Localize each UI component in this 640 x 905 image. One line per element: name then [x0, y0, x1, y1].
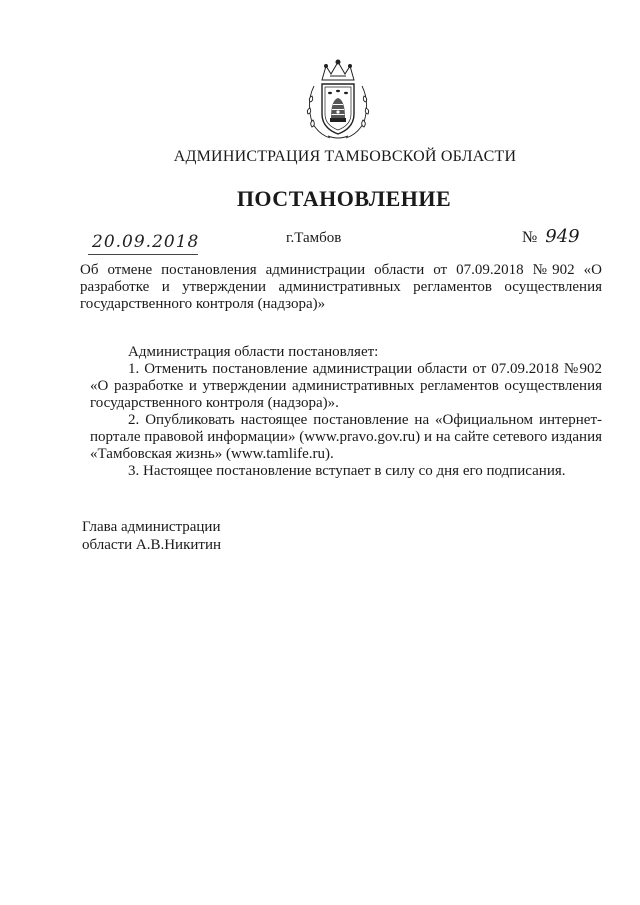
number-prefix: № — [522, 229, 538, 246]
document-type-heading: ПОСТАНОВЛЕНИЕ — [236, 186, 452, 211]
body-item-3: 3. Настоящее постановление вступает в силу со дня его подписания. — [128, 463, 566, 479]
document-number — [522, 226, 580, 247]
date-underline — [88, 254, 198, 255]
signature-block — [82, 518, 221, 554]
document-city: г.Тамбов — [286, 230, 342, 246]
body-intro: Администрация области постановляет: — [128, 344, 379, 360]
body-item-2: 2. Опубликовать настоящее постановление на «Официальном интернет-портале правовой информации» (www.pravo.gov.ru) и на сайте сетевого издания «Тамбовская жизнь» (www.tamlife.ru). — [90, 412, 602, 462]
signature-position: Глава администрации — [82, 519, 221, 535]
body-item-1: 1. Отменить постановление администрации области от 07.09.2018 №902 «О разработке и утверждении административных регламентов осуществления государственного контроля (надзора)». — [90, 361, 602, 411]
organization-title: АДМИНИСТРАЦИЯ ТАМБОВСКОЙ ОБЛАСТИ — [173, 148, 517, 165]
document-date: 20.09.2018 — [92, 232, 200, 252]
signature-name: области А.В.Никитин — [82, 537, 222, 553]
coat-of-arms-icon — [300, 56, 376, 140]
document-body — [90, 344, 602, 480]
number-value: 949 — [545, 226, 580, 247]
document-title: Об отмене постановления администрации области от 07.09.2018 №902 «О разработке и утверждении административных регламентов осуществления государственного контроля (надзора)» — [80, 262, 602, 312]
